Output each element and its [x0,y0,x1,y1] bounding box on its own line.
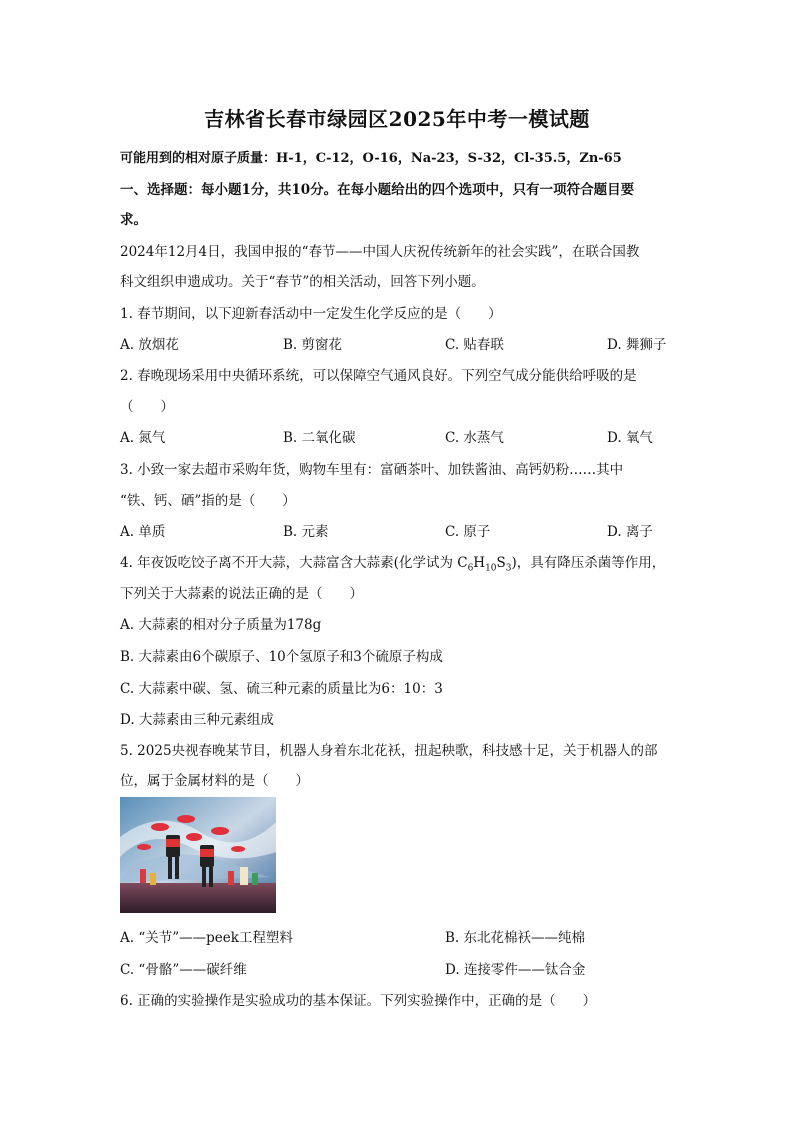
intro-line1: 2024年12月4日，我国申报的“春节——中国人庆祝传统新年的社会实践”，在联合国教 [120,244,640,260]
q2-option-b[interactable]: B. 二氧化碳 [283,430,356,446]
q5-option-d[interactable]: D. 连接零件——钛合金 [445,962,586,978]
q2-option-d[interactable]: D. 氧气 [607,430,653,446]
section-heading-line2: 求。 [120,212,147,228]
q4-s: S [496,555,506,571]
q1-option-b[interactable]: B. 剪窗花 [283,337,343,353]
q3-stem-line2: “铁、钙、硒”指的是（ ） [120,493,296,509]
robot-dance-illustration [120,797,276,913]
q2-stem-line1: 2. 春晚现场采用中央循环系统，可以保障空气通风良好。下列空气成分能供给呼吸的是 [120,368,637,384]
q3-option-c[interactable]: C. 原子 [445,524,491,540]
q4-sub-10: 10 [485,563,497,574]
section-heading-line1: 一、选择题：每小题1分，共10分。在每小题给出的四个选项中，只有一项符合题目要 [120,182,635,198]
q4-stem-post: )，具有降压杀菌等作用， [511,555,666,571]
q4-option-d[interactable]: D. 大蒜素由三种元素组成 [120,712,274,728]
q1-option-d[interactable]: D. 舞狮子 [607,337,667,353]
q3-option-d[interactable]: D. 离子 [607,524,653,540]
q6-stem: 6. 正确的实验操作是实验成功的基本保证。下列实验操作中，正确的是（ ） [120,993,597,1009]
q5-stem-line1: 5. 2025央视春晚某节目，机器人身着东北花袄，扭起秧歌，科技感十足，关于机器人的部 [120,743,658,759]
q2-option-a[interactable]: A. 氮气 [120,430,166,446]
robot-dance-photo [120,797,276,913]
q4-option-c[interactable]: C. 大蒜素中碳、氢、硫三种元素的质量比为6：10：3 [120,681,443,697]
q1-option-c[interactable]: C. 贴春联 [445,337,504,353]
page-title: 吉林省长春市绿园区2025年中考一模试题 [204,107,590,131]
atomic-masses-note: 可能用到的相对原子质量：H-1，C-12，O-16，Na-23，S-32，Cl-35.5，Zn-65 [120,151,622,166]
q4-stem-line1 [120,551,665,574]
q2-stem-line2: （ ） [120,399,174,415]
q1-stem: 1. 春节期间，以下迎新春活动中一定发生化学反应的是（ ） [120,306,502,322]
q4-sub-3: 3 [505,563,512,574]
q5-stem-line2: 位，属于金属材料的是（ ） [120,773,309,789]
q4-option-a[interactable]: A. 大蒜素的相对分子质量为178g [120,617,322,633]
q1-option-a[interactable]: A. 放烟花 [120,337,179,353]
intro-line2: 科文组织申遗成功。关于“春节”的相关活动，回答下列小题。 [120,274,485,290]
q3-stem-line1: 3. 小致一家去超市采购年货，购物车里有：富硒茶叶、加铁酱油、高钙奶粉……其中 [120,462,624,478]
q4-option-b[interactable]: B. 大蒜素由6个碳原子、10个氢原子和3个硫原子构成 [120,649,443,665]
q2-option-c[interactable]: C. 水蒸气 [445,430,504,446]
q5-option-c[interactable]: C. “骨骼”——碳纤维 [120,962,247,978]
q3-option-a[interactable]: A. 单质 [120,524,166,540]
q4-stem-pre: 4. 年夜饭吃饺子离不开大蒜，大蒜富含大蒜素(化学试为 C [120,555,468,571]
q3-option-b[interactable]: B. 元素 [283,524,329,540]
q4-sub-6: 6 [467,563,474,574]
q4-stem-line2: 下列关于大蒜素的说法正确的是（ ） [120,586,363,602]
q5-option-b[interactable]: B. 东北花棉袄——纯棉 [445,930,586,946]
q4-h: H [473,555,486,571]
q5-option-a[interactable]: A. “关节”——peek工程塑料 [120,930,293,946]
